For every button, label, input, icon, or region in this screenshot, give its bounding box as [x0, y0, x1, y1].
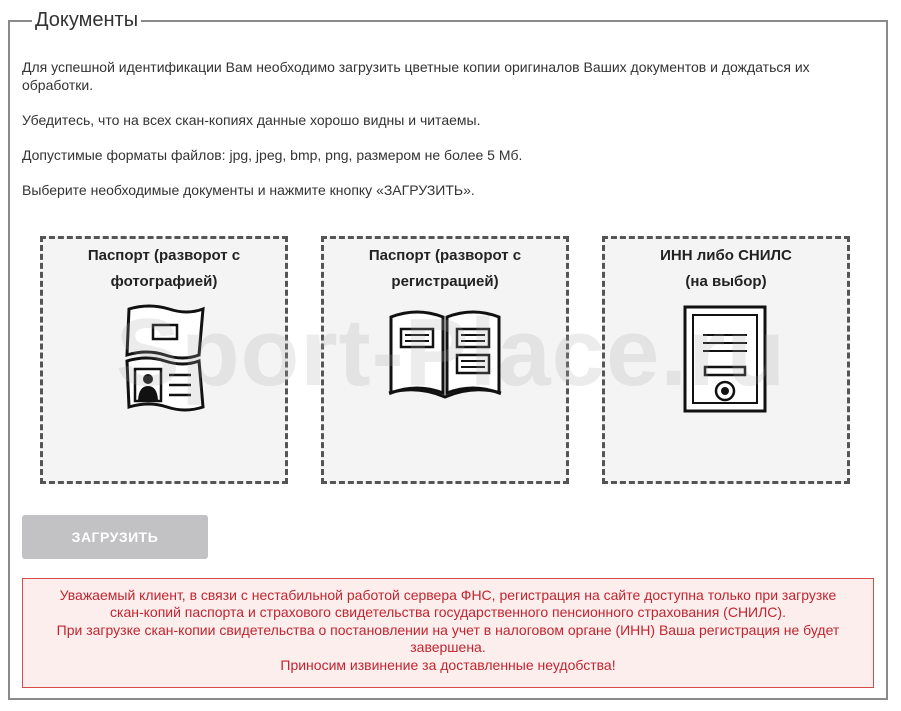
card-title — [324, 243, 566, 295]
card-title-line: фотографией) — [110, 273, 218, 290]
notice-line: При загрузке скан-копии свидетельства о постановлении на учет в налоговом органе (ИНН) Ваша регистрация не будет — [56, 621, 840, 638]
section-title: Документы — [32, 8, 141, 32]
card-title — [605, 243, 847, 295]
open-book-icon — [324, 303, 566, 403]
intro-paragraph-readability: Убедитесь, что на всех скан-копиях данные хорошо видны и читаемы. — [22, 112, 481, 128]
intro-paragraph-instructions: Выберите необходимые документы и нажмите кнопку «ЗАГРУЗИТЬ». — [22, 182, 475, 198]
upload-button[interactable]: ЗАГРУЗИТЬ — [22, 515, 208, 559]
intro-text — [22, 58, 862, 216]
card-title-line: Паспорт (разворот с — [87, 247, 241, 264]
intro-paragraph-formats: Допустимые форматы файлов: jpg, jpeg, bmp, png, размером не более 5 Мб. — [22, 147, 523, 163]
upload-card-passport-photo[interactable] — [40, 236, 288, 484]
certificate-icon — [605, 303, 847, 415]
upload-card-passport-registration[interactable] — [321, 236, 569, 484]
card-title — [43, 243, 285, 295]
warning-notice — [22, 578, 874, 688]
card-title-line: регистрацией) — [391, 273, 499, 290]
notice-line: скан-копий паспорта и страхового свидетельства государственного пенсионного страхования (СНИЛС). — [110, 604, 786, 621]
notice-line: Уважаемый клиент, в связи с нестабильной работой сервера ФНС, регистрация на сайте доступна только при загрузке — [59, 587, 837, 603]
notice-line: завершена. — [410, 639, 486, 656]
upload-card-inn-snils[interactable] — [602, 236, 850, 484]
passport-photo-icon — [43, 303, 285, 423]
watermark: Sport-Place.ru — [115, 299, 787, 406]
intro-paragraph-identification: Для успешной идентификации Вам необходимо загрузить цветные копии оригиналов Ваших документов и дождаться их обработки. — [22, 59, 810, 93]
card-title-line: (на выбор) — [685, 273, 767, 290]
card-title-line: ИНН либо СНИЛС — [660, 247, 792, 264]
card-title-line: Паспорт (разворот с — [368, 247, 522, 264]
notice-line: Приносим извинение за доставленные неудобства! — [280, 656, 616, 673]
